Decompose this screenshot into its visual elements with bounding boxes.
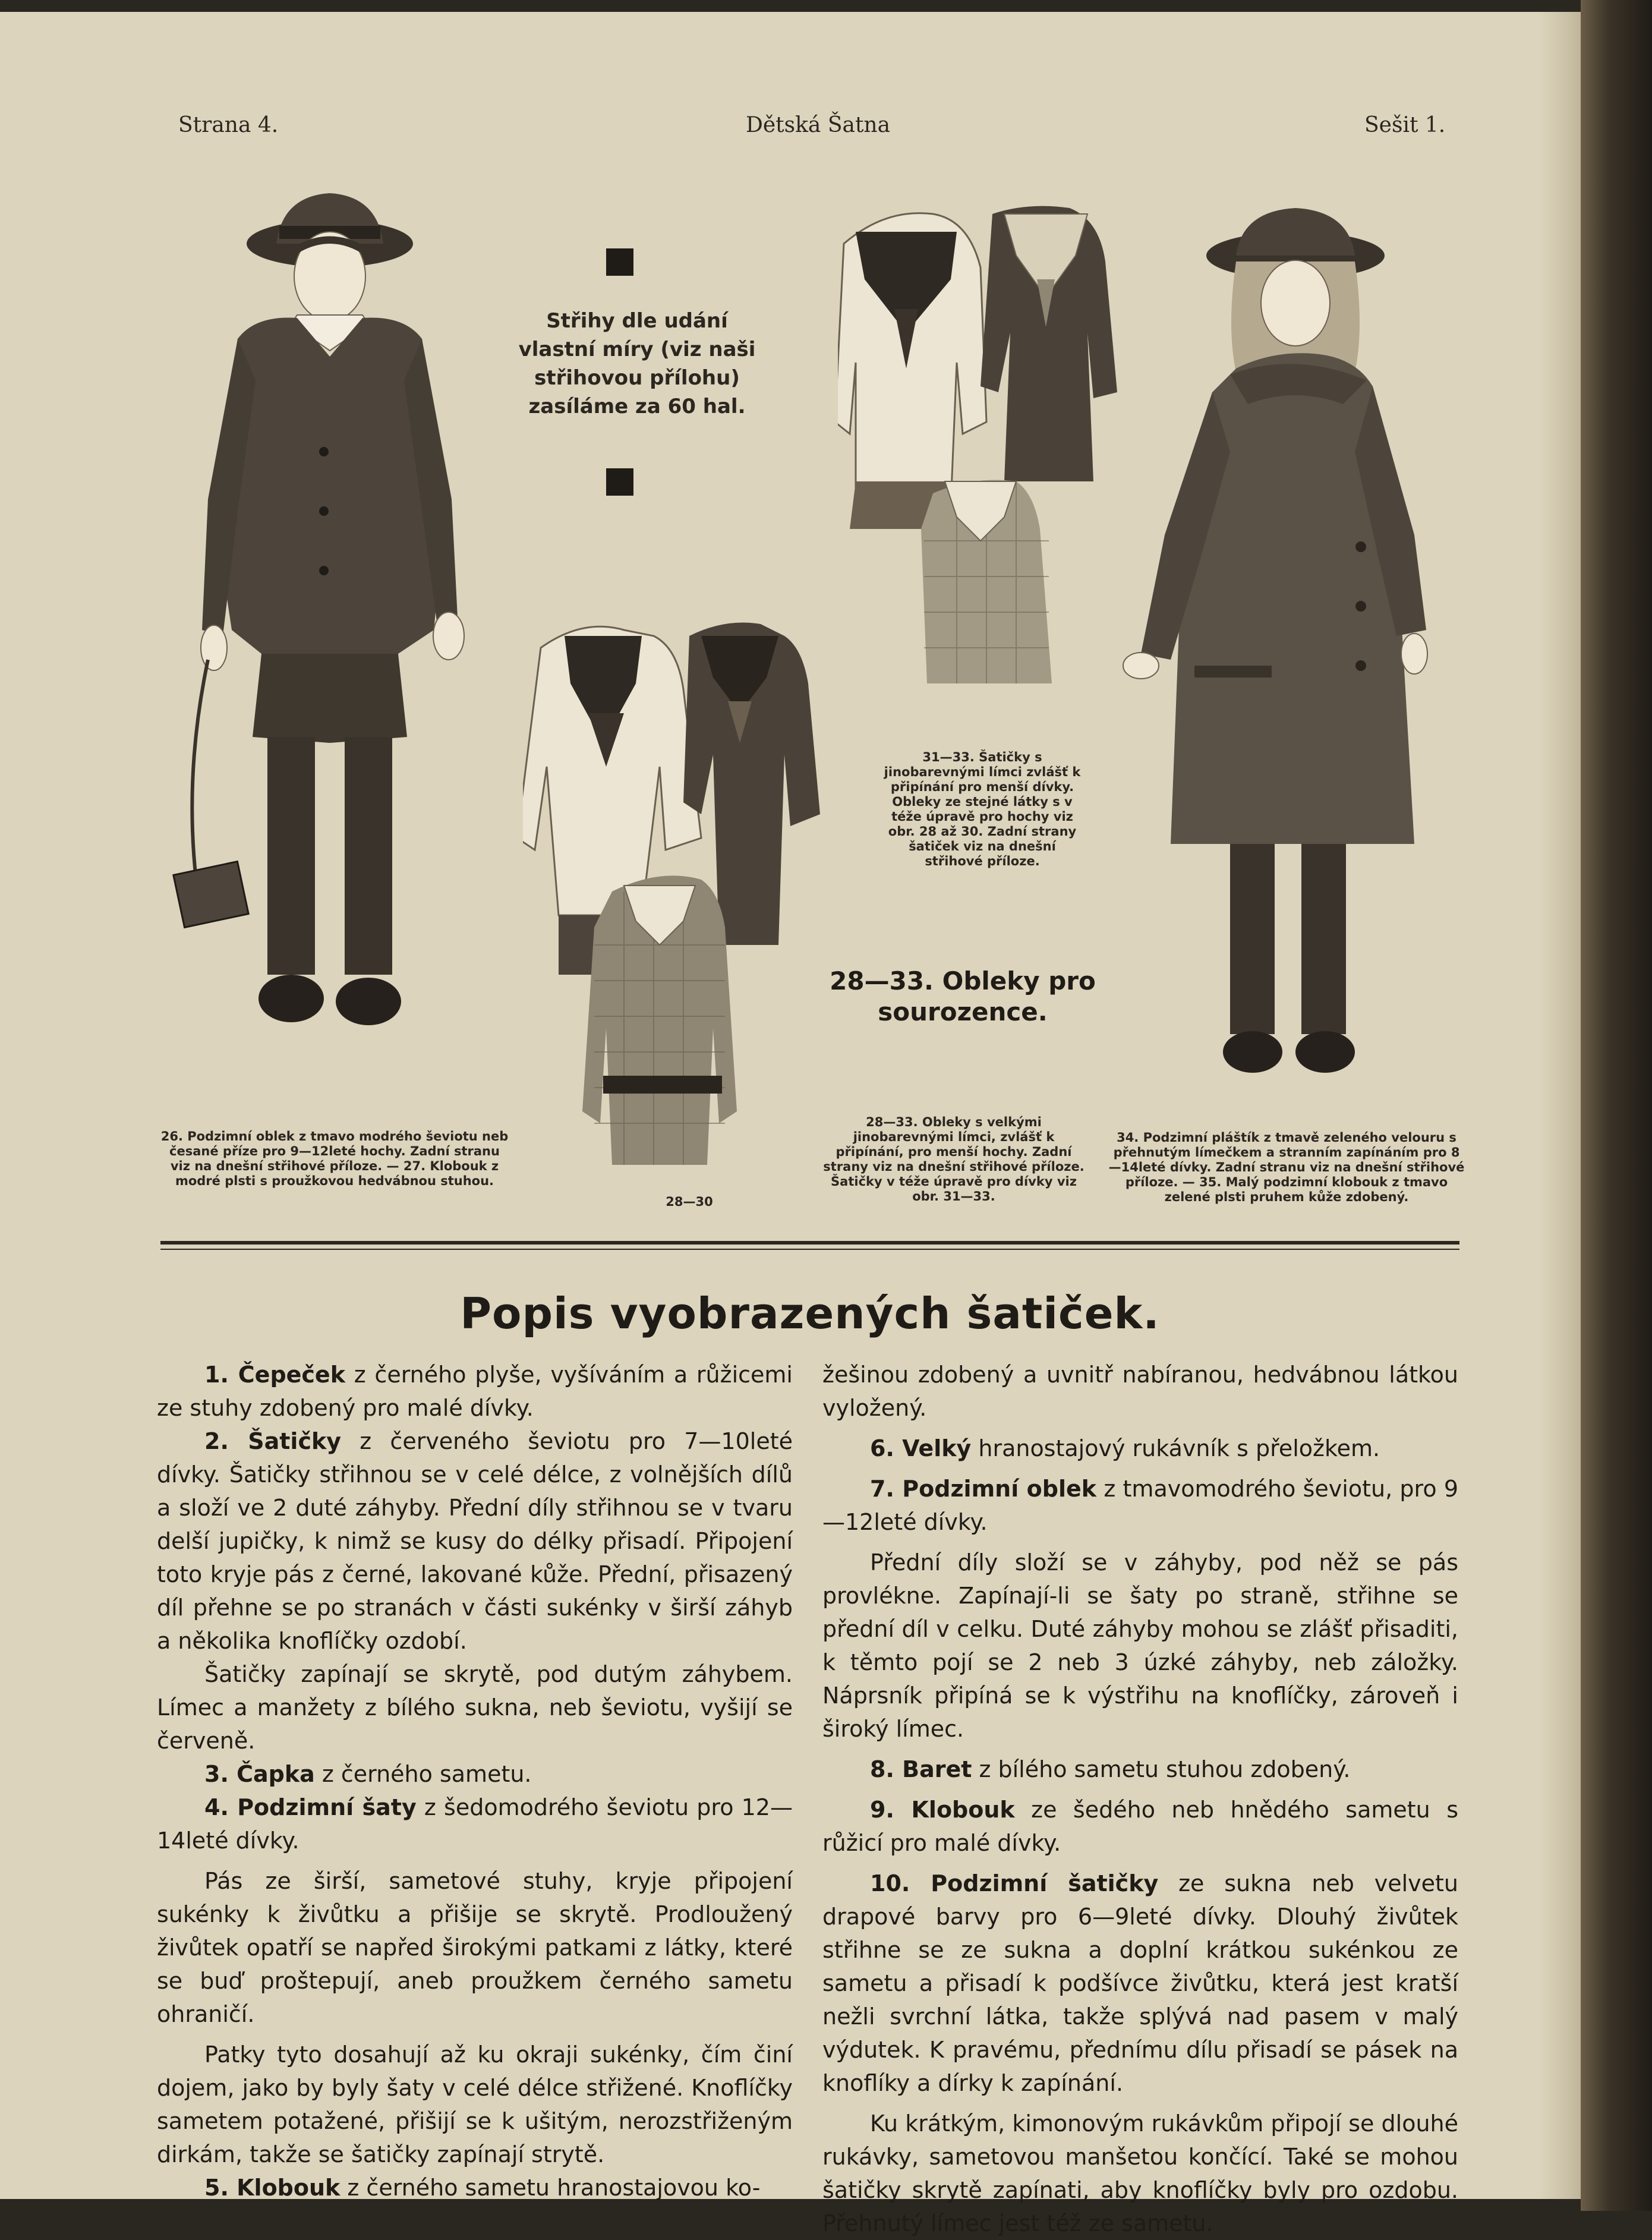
paragraph-3: 3. Čapka z černého sametu. bbox=[204, 1761, 532, 1787]
page-number: Strana 4. bbox=[178, 113, 279, 137]
paragraph-7: 7. Podzimní oblek z tmavomodrého ševiotu, pro 9—12leté dívky. bbox=[822, 1476, 1459, 1535]
paragraph-4b: Pás ze širší, sametové stuhy, kryje připojení sukénky k živůtku a přišije se skrytě. Prodloužený živůtek opatří se napřed širokými patkami z látky, které se buď proštepují, aneb proužkem černého sametu ohraničí. bbox=[157, 1868, 793, 2027]
illustration-girl-coat bbox=[1117, 202, 1462, 1105]
paragraph-9: 9. Klobouk ze šedého neb hnědého sametu s růžicí pro malé dívky. bbox=[822, 1797, 1458, 1856]
paragraph-7b: Přední díly složí se v záhyby, pod něž se pás provlékne. Zapínají-li se šaty po straně, střihne se přední díl v celku. Duté záhyby mohou se zlášť přisaditi, k těmto pojí se 2 neb 3 úzké záhyby, neb záložky. Náprsník připíná se k výstřihu na knoflíčky, zároveň i široký límec. bbox=[822, 1549, 1458, 1742]
ornament-square-top bbox=[606, 248, 633, 276]
issue-number: Sešit 1. bbox=[1364, 113, 1446, 137]
paragraph-5-cont: žešinou zdobený a uvnitř nabíranou, hedvábnou látkou vyložený. bbox=[822, 1362, 1458, 1421]
section-divider-thin bbox=[160, 1249, 1459, 1250]
paragraph-5: 5. Klobouk z černého sametu hranostajovou ko- bbox=[204, 2175, 761, 2201]
paragraph-2: 2. Šatičky z červeného ševiotu pro 7—10leté dívky. Šatičky střihnou se v celé délce, z volnějších dílů a složí ve 2 duté záhyby. Přední díly střihnou se v tvaru delší jupičky, k nimž se kusy do délky přisadí. Připojení toto kryje pás z černé, lakované kůže. Přední, přisazený díl přehne se po stranách v části sukénky v širší záhyb a několika knoflíčky ozdobí. bbox=[157, 1428, 793, 1654]
magazine-title: Dětská Šatna bbox=[746, 113, 891, 137]
paragraph-4: 4. Podzimní šaty z šedomodrého ševiotu pro 12—14leté dívky. bbox=[157, 1794, 793, 1854]
article-column-right bbox=[822, 1358, 1458, 2240]
paragraph-8: 8. Baret z bílého sametu stuhou zdobený. bbox=[870, 1756, 1351, 1782]
paragraph-4c: Patky tyto dosahují až ku okraji sukénky, čím činí dojem, jako by byly šaty v celé délce střižené. Knoflíčky sametem potažené, přišijí se k ušitým, nerozstřiženým dirkám, takže se šatičky zapínají strytě. bbox=[157, 2041, 793, 2167]
illustration-girls-dresses bbox=[838, 196, 1159, 719]
caption-28-30-label: 28—30 bbox=[666, 1195, 713, 1209]
caption-26-27: 26. Podzimní oblek z tmavo modrého ševiotu neb česané příze pro 9—12leté hochy. Zadní stranu viz na dnešní střihové příloze. — 27. Klobouk z modré plsti s proužkovou hedvábnou stuhou. bbox=[160, 1129, 509, 1188]
paragraph-10b: Ku krátkým, kimonovým rukávkům připojí se dlouhé rukávky, sametovou manšetou končící. Také se mohou šatičky skrytě zapínati, aby knoflíčky byly pro ozdobu. Přehnutý límec jest též ze sametu. bbox=[822, 2110, 1458, 2236]
caption-31-33: 31—33. Šatičky s jinobarevnými límci zvlášť k připínání pro menší dívky. Obleky ze stejné látky s v téže úpravě pro hochy viz obr. 28 až 30. Zadní strany šatiček viz na dnešní střihové příloze. bbox=[884, 750, 1081, 868]
caption-34-35: 34. Podzimní pláštík z tmavě zeleného velouru s přehnutým límečkem a stranním zapínáním pro 8—14leté dívky. Zadní stranu viz na dnešní střihové příloze. — 35. Malý podzimní klobouk z tmavo zelené plsti pruhem kůže zdobený. bbox=[1108, 1130, 1465, 1204]
illustration-boys-outfits bbox=[523, 612, 868, 1183]
illustration-boy-suit bbox=[172, 178, 541, 1105]
paragraph-2b: Šatičky zapínají se skrytě, pod dutým záhybem. Límec a manžety z bílého sukna, neb ševiotu, vyšijí se červeně. bbox=[157, 1661, 793, 1754]
group-title-28-33: 28—33. Obleky pro sourozence. bbox=[830, 966, 1096, 1026]
pattern-notice: Střihy dle udání vlastní míry (viz naši střihovou přílohu) zasíláme za 60 hal. bbox=[518, 309, 756, 418]
book-binding bbox=[1581, 0, 1652, 2211]
article-title: Popis vyobrazených šatiček. bbox=[460, 1288, 1160, 1338]
section-divider-thick bbox=[160, 1241, 1459, 1245]
article-column-left bbox=[157, 1358, 793, 2204]
paragraph-1: 1. Čepeček z černého plyše, vyšíváním a růžicemi ze stuhy zdobený pro malé dívky. bbox=[157, 1362, 793, 1421]
paragraph-10: 10. Podzimní šatičky ze sukna neb velvetu drapové barvy pro 6—9leté dívky. Dlouhý živůtek střihne se ze sukna a doplní krátkou sukénkou ze sametu a přisadí k podšívce živůtku, která jest kratší nežli svrchní látka, takže splývá nad pasem v malý výdutek. K pravému, přednímu dílu přisadí se pásek na knoflíky a dírky k zapínání. bbox=[822, 1870, 1458, 2096]
caption-28-33: 28—33. Obleky s velkými jinobarevnými límci, zvlášť k připínání, pro menší hochy. Zadní strany viz na dnešní střihové příloze. Šatičky v téže úpravě pro dívky viz obr. 31—33. bbox=[823, 1115, 1084, 1204]
paragraph-6: 6. Velký hranostajový rukávník s přeložkem. bbox=[870, 1435, 1380, 1461]
ornament-square-bottom bbox=[606, 468, 633, 496]
